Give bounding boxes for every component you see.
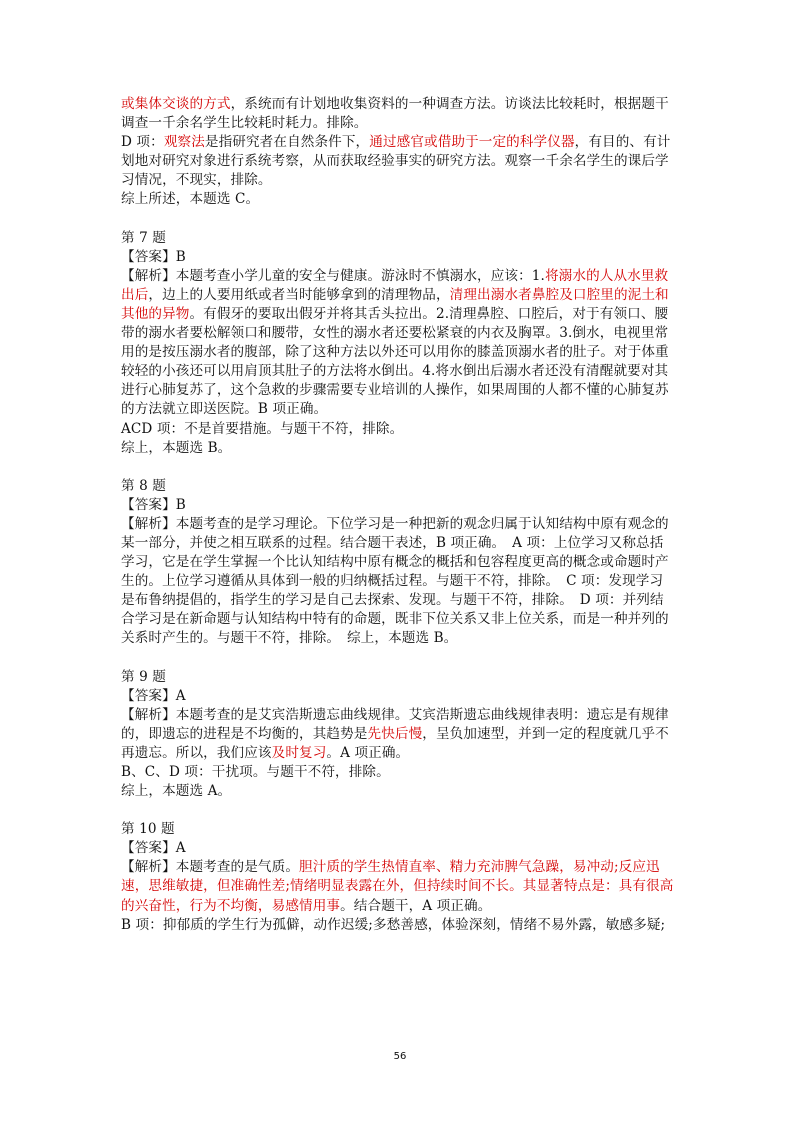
page-number: 56 (393, 1051, 407, 1062)
highlight-text: 将溺水的人从水里救 (544, 267, 669, 284)
highlight-text: 先快后慢 (367, 725, 423, 742)
explanation-line (121, 744, 683, 763)
explanation-line: 用的是按压溺水者的腹部，除了这种方法以外还可以用你的膝盖顶溺水者的肚子。对于体重 (121, 344, 669, 361)
text-span: 。有假牙的要取出假牙并将其舌头拉出。2.清理鼻腔、口腔后，对于有领口、腰 (189, 305, 669, 322)
answer-line: 【答案】B (121, 496, 186, 513)
text-line: 划地对研究对象进行系统考察，从而获取经验事实的研究方法。观察一千余名学生的课后学 (121, 153, 669, 170)
explanation-line: 学习，它是在学生掌握一个比认知结构中原有概念的概括和包容程度更高的概念或命题时产 (121, 554, 669, 571)
explanation-line (121, 858, 683, 877)
highlight-text: 清理出溺水者鼻腔及口腔里的泥土和 (449, 286, 669, 303)
explanation-line: 进行心肺复苏了，这个急救的步骤需要专业培训的人操作，如果周围的人都不懂的心肺复苏 (121, 382, 669, 399)
answer-line: 【答案】A (121, 687, 186, 704)
explanation-line: 速，思维敏捷，但准确性差;情绪明显表露在外，但持续时间不长。其显著特点是：具有很高 (121, 878, 674, 895)
explanation-line: B 项：抑郁质的学生行为孤僻，动作迟缓;多愁善感，体验深刻，情绪不易外露，敏感多疑; (121, 916, 666, 933)
text-span: ，呈负加速型，并到一定的程度就几乎不 (422, 725, 669, 742)
text-line: 习情况，不现实，排除。 (121, 172, 272, 189)
text-span: 再遗忘。所以，我们应该 (121, 744, 272, 761)
highlight-text: 其他的异物 (121, 305, 190, 322)
text-line (121, 95, 683, 114)
explanation-line: 关系时产生的。与题干不符，排除。 综上，本题选 B。 (121, 630, 458, 647)
text-span: 。结合题干，A 项正确。 (340, 897, 492, 914)
text-line (121, 133, 683, 152)
highlight-text: 出后 (121, 286, 149, 303)
explanation-line: 较轻的小孩还可以用肩顶其肚子的方法将水倒出。4.将水倒出后溺水者还没有清醒就要对其 (121, 363, 669, 380)
explanation-line: ACD 项：不是首要措施。与题干不符，排除。 (121, 420, 404, 437)
explanation-line: 【解析】本题考查的是学习理论。下位学习是一种把新的观念归属于认知结构中原有观念的 (121, 515, 669, 532)
text-span: 的，即遗忘的进程是不均衡的，其趋势是 (121, 725, 368, 742)
question-title: 第 7 题 (121, 229, 166, 246)
explanation-line: 是布鲁纳提倡的，指学生的学习是自己去探索、发现。与题干不符，排除。 D 项：并列结 (121, 592, 664, 609)
explanation-line: B、C、D 项：干扰项。与题干不符，排除。 (121, 764, 390, 780)
answer-line: 【答案】B (121, 248, 186, 265)
explanation-line: 带的溺水者要松解领口和腰带，女性的溺水者还要松紧衰的内衣及胸罩。3.倒水，电视里常 (121, 325, 669, 342)
explanation-line: 某一部分，并使之相互联系的过程。结合题干表述，B 项正确。 A 项：上位学习又称总括 (121, 534, 664, 551)
question-title: 第 8 题 (121, 477, 166, 494)
question-title: 第 10 题 (121, 821, 175, 838)
explanation-line: 的方法就立即送医院。B 项正确。 (121, 401, 328, 418)
highlight-text: 的兴奋性，行为不均衡，易感情用事 (121, 897, 341, 914)
explanation-line (121, 725, 683, 744)
explanation-line (121, 286, 683, 305)
text-span: 【解析】本题考查小学儿童的安全与健康。游泳时不慎溺水，应该：1. (121, 267, 545, 284)
highlight-text: 通过感官或借助于一定的科学仪器 (369, 134, 575, 151)
conclusion-line: 综上所述，本题选 C。 (121, 191, 260, 208)
highlight-text: 或集体交谈的方式 (121, 96, 231, 112)
text-span: ，边上的人要用纸或者当时能够拿到的清理物品， (148, 286, 450, 303)
answer-line: 【答案】A (121, 840, 186, 857)
explanation-line (121, 897, 683, 916)
text-span: ，有目的、有计 (574, 134, 671, 151)
conclusion-line: 综上，本题选 A。 (121, 783, 232, 800)
text-span: 【解析】本题考查的是气质。 (121, 859, 300, 876)
conclusion-line: 综上，本题选 B。 (121, 439, 232, 456)
text-line: 调查一千余名学生比较耗时耗力。排除。 (121, 115, 368, 132)
document-page (121, 95, 683, 935)
text-span: 是指研究者在自然条件下， (204, 134, 370, 151)
explanation-line: 合学习是在新命题与认知结构中特有的命题，既非下位关系又非上位关系，而是一种并列的 (121, 611, 669, 628)
question-title: 第 9 题 (121, 668, 166, 685)
text-span: 。A 项正确。 (326, 744, 410, 761)
highlight-text: 胆汁质的学生热情直率、精力充沛脾气急躁，易冲动;反应迅 (299, 859, 660, 876)
explanation-line (121, 305, 683, 324)
highlight-text: 观察法 (163, 134, 205, 151)
explanation-line: 生的。上位学习遵循从具体到一般的归纳概括过程。与题干不符，排除。 C 项：发现学习 (121, 573, 664, 590)
highlight-text: 及时复习 (271, 744, 327, 761)
explanation-line (121, 267, 683, 286)
text-span: ，系统而有计划地收集资料的一种调查方法。访谈法比较耗时，根据题干 (230, 96, 669, 112)
text-span: D 项： (121, 134, 164, 151)
explanation-line: 【解析】本题考查的是艾宾浩斯遗忘曲线规律。艾宾浩斯遗忘曲线规律表明：遗忘是有规律 (121, 706, 669, 723)
